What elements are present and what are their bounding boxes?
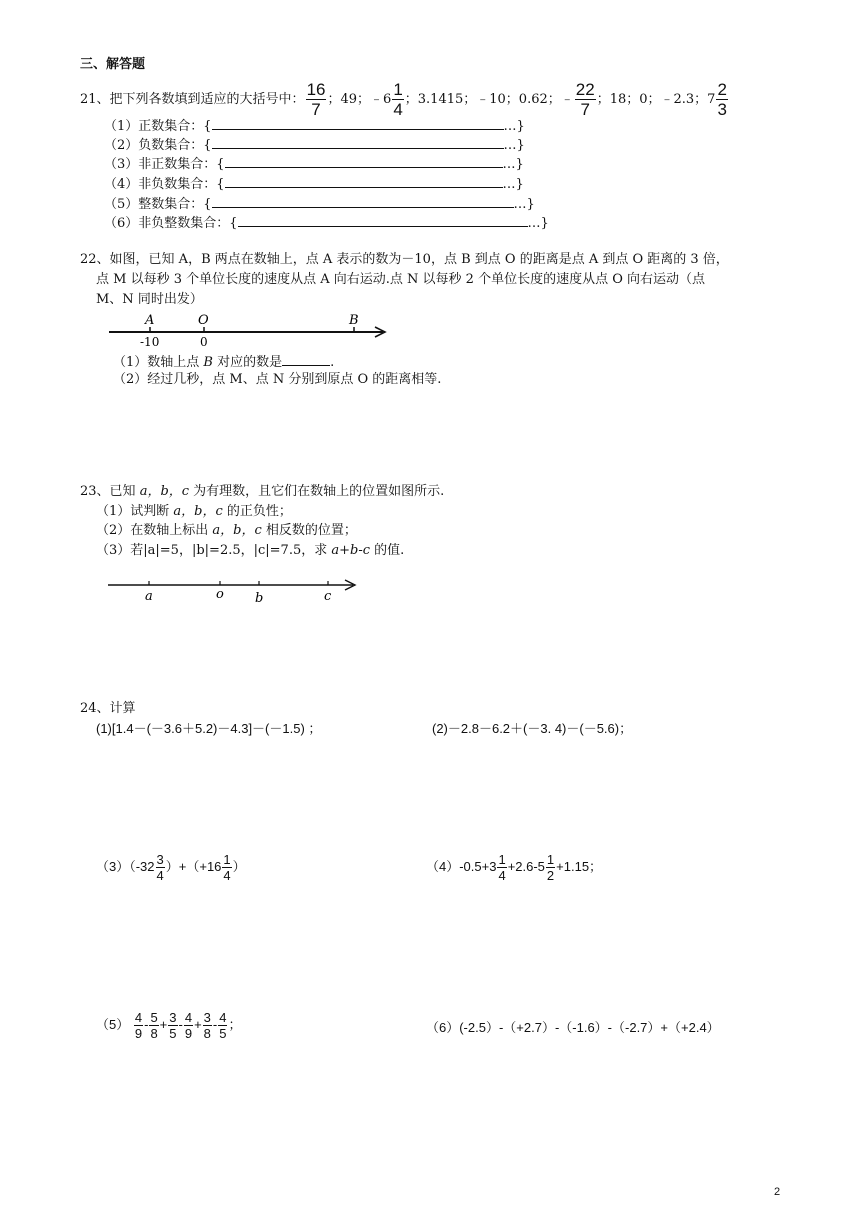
fraction-1-2: $\frac{1}{2}$ — [546, 852, 555, 883]
answer-blank[interactable] — [212, 194, 514, 208]
q22-line-2: 点 M 以每秒 3 个单位长度的速度从点 A 向右运动.点 N 以每秒 2 个单位长度的速度从点 O 向右运动（点 — [96, 272, 705, 287]
q24-problem-4: （4）-0.5+3 $\frac{1}{4}$ +2.6-5 $\frac{1}{2}$ +1.15； — [426, 852, 603, 883]
q21-set-1 — [104, 116, 525, 136]
q24-problem-3: （3）（-32 $\frac{3}{4}$ ）+（+16 $\frac{1}{4}$ ） — [96, 852, 246, 883]
set-end: …} — [513, 197, 535, 212]
fraction-3-8: $\frac{3}{8}$ — [203, 1010, 211, 1041]
q24-title: 24、计算 — [80, 701, 136, 716]
label-a: A — [145, 313, 155, 328]
q24-problem-2: (2)－2.8－6.2＋(－3. 4)－(－5.6)； — [432, 721, 633, 736]
q23-sub-1: （1）试判断 a，b，c 的正负性； — [96, 504, 292, 519]
fraction-1-4: $\frac{1}{4}$ — [498, 852, 506, 883]
q22-line-1 — [80, 251, 729, 269]
q21-set-5 — [104, 194, 535, 214]
q22-sub-2: （2）经过几秒，点 M、点 N 分别到原点 O 的距离相等. — [113, 372, 442, 387]
set-label: （1）正数集合：{ — [104, 119, 212, 134]
q21-set-6 — [104, 213, 549, 233]
number-line-figure-q22 — [105, 306, 395, 348]
set-end: …} — [503, 119, 525, 134]
fraction-16-7: $\frac{16}{7}$ — [306, 80, 326, 119]
q22-sub-1: （1）数轴上点 B 对应的数是 . — [113, 352, 334, 372]
fraction-3-5: $\frac{3}{5}$ — [169, 1010, 177, 1041]
q24-number: 24、 — [80, 701, 110, 716]
set-end: …} — [503, 138, 525, 153]
q21-set-2 — [104, 135, 525, 155]
q24-problem-6: （6）(-2.5）-（+2.7）-（-1.6）-（-2.7）+（+2.4） — [426, 1020, 720, 1035]
q23-number: 23、 — [80, 484, 110, 499]
q21-numbers-seg2: ；3.1415；﹣10；0.62；﹣ — [404, 92, 574, 107]
set-end: …} — [502, 177, 524, 192]
fraction-1-4: $\frac{1}{4}$ — [223, 852, 231, 883]
answer-blank[interactable] — [225, 174, 503, 188]
set-label: （6）非负整数集合：{ — [104, 216, 238, 231]
label-a: a — [145, 589, 153, 604]
set-label: （4）非负数集合：{ — [104, 177, 225, 192]
q22-text-1: 如图，已知 A，B 两点在数轴上，点 A 表示的数为－10，点 B 到点 O 的距离是点 A 到点 O 距离的 3 倍， — [109, 252, 729, 267]
page-number: 2 — [774, 1186, 781, 1198]
fraction-22-7: $\frac{22}{7}$ — [575, 80, 595, 119]
fraction-4-9: $\frac{4}{9}$ — [184, 1010, 193, 1041]
q22-line-3: M、N 同时出发） — [96, 292, 203, 307]
label-b: b — [255, 591, 264, 606]
value-o: 0 — [200, 335, 208, 348]
q23-stem: 23、已知 a，b，c 为有理数，且它们在数轴上的位置如图所示. — [80, 484, 445, 499]
set-end: …} — [502, 157, 524, 172]
set-end: …} — [527, 216, 549, 231]
set-label: （5）整数集合：{ — [104, 197, 212, 212]
answer-blank[interactable] — [225, 154, 503, 168]
q23-sub-2: （2）在数轴上标出 a，b，c 相反数的位置； — [96, 523, 357, 538]
set-label: （2）负数集合：{ — [104, 138, 212, 153]
answer-blank[interactable] — [238, 213, 528, 227]
number-line-figure-q23 — [105, 576, 365, 606]
fraction-5-8: $\frac{5}{8}$ — [150, 1010, 158, 1041]
set-label: （3）非正数集合：{ — [104, 157, 225, 172]
q21-text: 把下列各数填到适应的大括号中： — [109, 92, 305, 107]
q23-sub-3: （3）若|a|=5，|b|=2.5，|c|=7.5，求 a+b-c 的值. — [96, 543, 405, 558]
label-c: c — [324, 589, 332, 604]
fraction-4-9: $\frac{4}{9}$ — [134, 1010, 143, 1041]
answer-blank[interactable] — [282, 352, 330, 366]
label-b: B — [349, 313, 359, 328]
fraction-4-5: $\frac{4}{5}$ — [219, 1010, 227, 1041]
q21-stem — [80, 80, 729, 119]
q24-problem-5: （5） $\frac{4}{9}$ - $\frac{5}{8}$ + $\frac{3}{5}$ - $\frac{4}{9}$ + $\frac{3}{8}$ - $\frac{4}{5}$ ； — [96, 1010, 242, 1041]
q21-set-4 — [104, 174, 524, 194]
answer-blank[interactable] — [212, 135, 504, 149]
fraction-1-4: $\frac{1}{4}$ — [393, 80, 403, 119]
q24-problem-1: (1)[1.4－(－3.6＋5.2)－4.3]－(－1.5) ； — [96, 721, 322, 736]
section-title: 三、解答题 — [80, 57, 146, 72]
q21-numbers-seg3: ；18；0；﹣2.3；7 — [596, 92, 716, 107]
value-a: -10 — [140, 335, 160, 348]
fraction-3-4: $\frac{3}{4}$ — [156, 852, 164, 883]
q21-set-3 — [104, 154, 524, 174]
fraction-2-3: $\frac{2}{3}$ — [717, 80, 727, 119]
q21-number: 21、 — [80, 92, 110, 107]
q21-numbers-seg1: ；49；﹣6 — [327, 92, 392, 107]
label-o: o — [216, 587, 224, 602]
q22-number: 22、 — [80, 252, 110, 267]
label-o: O — [198, 313, 209, 328]
answer-blank[interactable] — [212, 116, 504, 130]
